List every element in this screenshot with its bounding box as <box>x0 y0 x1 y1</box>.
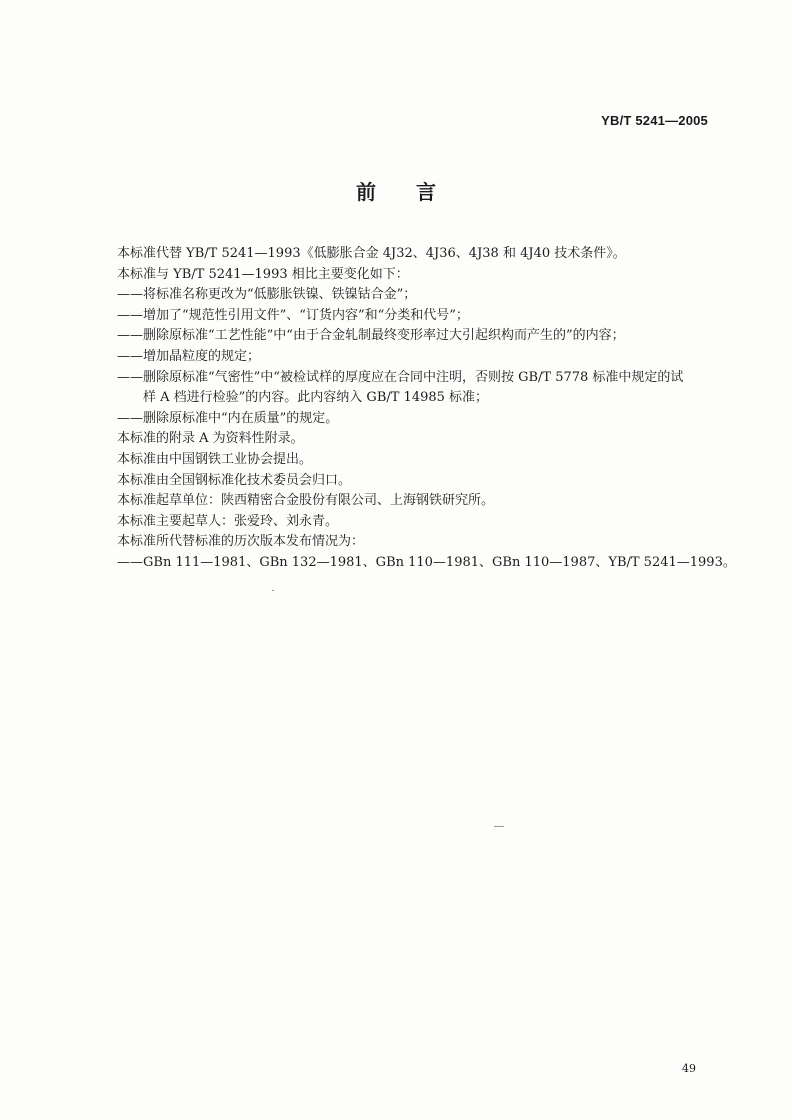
text-line: 本标准所代替标准的历次版本发布情况为： <box>117 534 365 550</box>
text-line: ——GBn 111—1981、GBn 132—1981、GBn 110—1981、GBn 110—1987、YB/T 5241—1993。 <box>117 554 736 570</box>
text-line: ——增加了“规范性引用文件”、“订货内容”和“分类和代号”； <box>117 307 469 323</box>
text-line: ——增加晶粒度的规定； <box>117 348 261 364</box>
text-line: 本标准由中国钢铁工业协会提出。 <box>117 451 313 467</box>
text-line: 本标准与 YB/T 5241—1993 相比主要变化如下： <box>117 266 409 282</box>
text-line: ——删除原标准“气密性”中“被检试样的厚度应在合同中注明，否则按 GB/T 5778 标准中规定的试 <box>117 369 684 385</box>
text-line: 本标准的附录 A 为资料性附录。 <box>117 431 304 447</box>
text-line: ——将标准名称更改为“低膨胀铁镍、铁镍钴合金”； <box>117 287 417 303</box>
text-line: ——删除原标准“工艺性能”中“由于合金轧制最终变形率过大引起织构而产生的”的内容； <box>117 328 625 344</box>
standard-code: YB/T 5241—2005 <box>601 113 708 128</box>
scan-speck <box>494 826 504 827</box>
text-line: ——删除原标准中“内在质量”的规定。 <box>117 410 339 426</box>
text-line: 本标准起草单位：陕西精密合金股份有限公司、上海钢铁研究所。 <box>117 493 495 509</box>
page-number: 49 <box>682 1062 696 1075</box>
preface-body <box>117 244 736 574</box>
text-line: 本标准代替 YB/T 5241—1993《低膨胀合金 4J32、4J36、4J38 和 4J40 技术条件》。 <box>117 246 626 261</box>
text-line-continuation: 样 A 档进行检验”的内容。此内容纳入 GB/T 14985 标准； <box>143 390 489 406</box>
page-title: 前言 <box>356 180 476 204</box>
text-line: 本标准主要起草人：张爱玲、刘永青。 <box>117 513 339 529</box>
scan-speck <box>272 590 274 591</box>
text-line: 本标准由全国钢标准化技术委员会归口。 <box>117 472 352 488</box>
